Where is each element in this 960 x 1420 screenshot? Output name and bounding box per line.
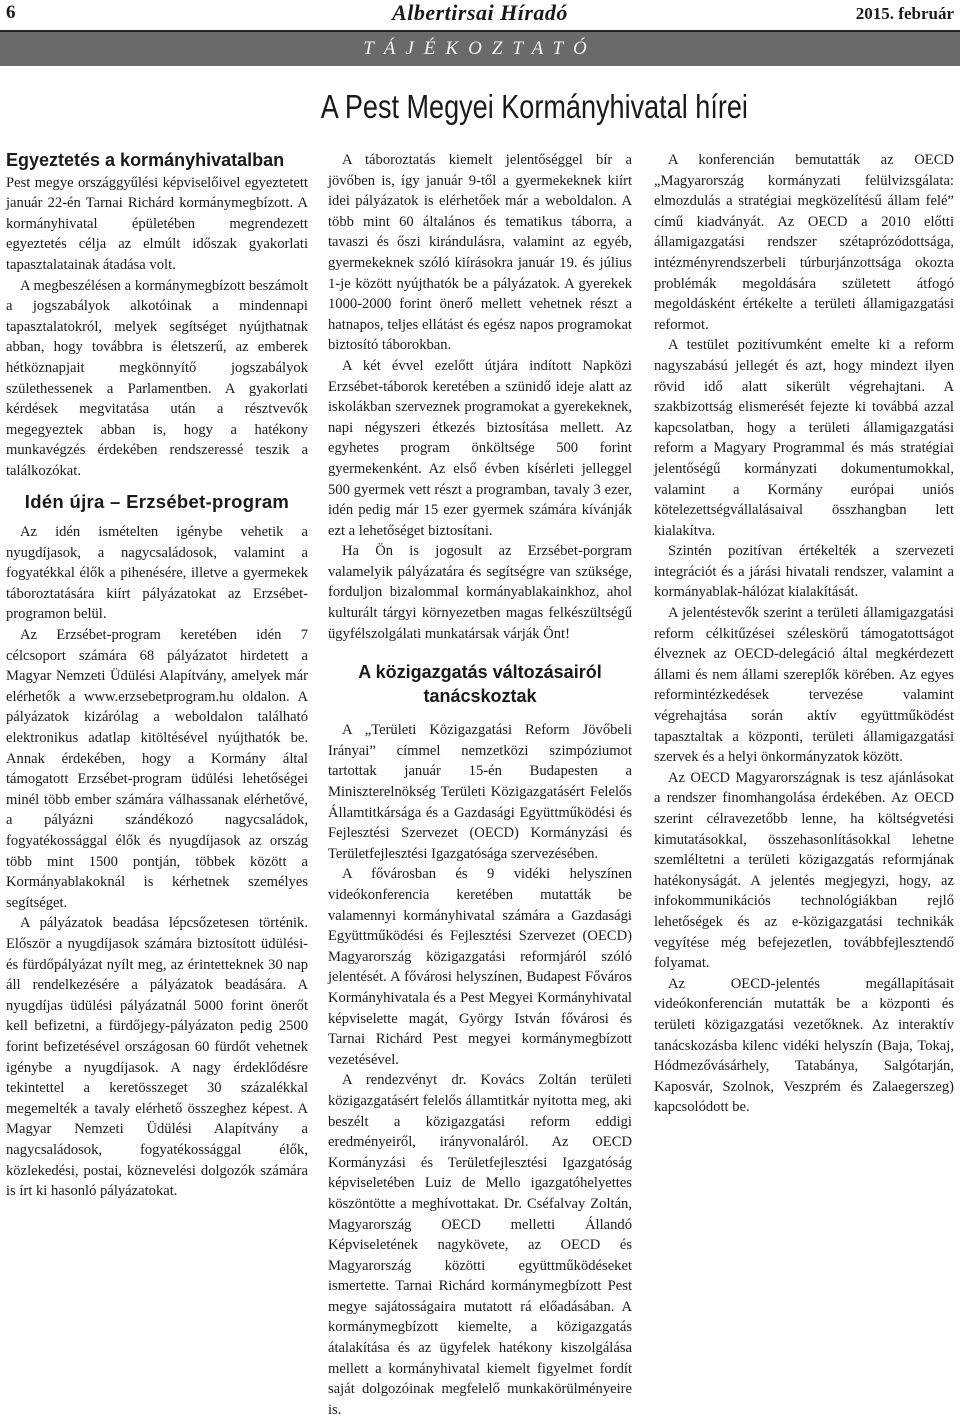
column-1 bbox=[6, 150, 308, 1202]
column-2 bbox=[328, 150, 632, 1420]
column-3 bbox=[654, 150, 954, 1118]
paragraph: A két évvel ezelőtt útjára indított Napközi Erzsébet-táborok keretében a szünidő ideje alatt az iskolákban szerveznek programokat a gyerekeknek, napi négyszeri étkezés biztosítása mellett. Az egyhetes program önköltsége 500 forint gyermekenként. Az első évben kísérleti jelleggel 500 gyermek vett részt a programban, tavaly 3 ezer, idén pedig már 15 ezer gyermek számára kívánják ezt a lehetőséget biztosítani. bbox=[328, 357, 632, 539]
newspaper-title: Albertirsai Híradó bbox=[392, 0, 568, 25]
paragraph: A konferencián bemutatták az OECD „Magyarország kormányzati felülvizsgálata: elmozdulás a stratégiai megközelítésű állam felé” című kiadványát. Az OECD a 2010 előtti államigazgatási rendszer szétaprózódottsága, intézményrendszerbeli túrburjánzottsága okozta problémák megoldására született átfogó megoldásként értékelte a területi államigazgatási reformot. bbox=[654, 152, 954, 333]
page-number: 6 bbox=[6, 2, 16, 23]
article-title-erzsebet: Idén újra – Erzsébet-program bbox=[24, 490, 290, 512]
paragraph: Az idén ismételten igénybe vehetik a nyugdíjasok, a nagycsaládosok, valamint a fogyatékkal élők a pihenésére, illetve a gyermekek táboroztatására kiírt pályázatokat az Erzsébet-programon belül. bbox=[6, 524, 308, 623]
page-headline-wrap bbox=[0, 88, 960, 134]
paragraph: Az OECD Magyarországnak is tesz ajánlásokat a rendszer finomhangolása érdekében. Az OECD szerint célravezetőbb lenne, ha költségvetési kimutatásokkal, összehasonlításokkal lehetne szemléltetni a területi közigazgatás reformjának hatékonyságát. A jelentés megjegyzi, hogy, az infokommunikációs technológiákban rejlő lehetőségek és az e-közigazgatási technikák vegyítése még befejezetlen, továbbfejlesztendő folyamat. bbox=[654, 769, 954, 972]
article-title-egyeztetes: Egyeztetés a kormányhivatalban bbox=[6, 150, 285, 170]
section-band: TÁJÉKOZTATÓ bbox=[0, 32, 960, 66]
paragraph: A rendezvényt dr. Kovács Zoltán területi közigazgatásért felelős államtitkár nyitotta meg, aki beszélt a közigazgatási reform eddigi eredményeiről, irányvonaláról. Az OECD Kormányzási és Területfejlesztési Igazgatóság képviseletében Luiz de Mello igazgatóhelyettes köszöntötte a meghívottakat. Dr. Cséfalvay Zoltán, Magyarország OECD melletti Állandó Képviseletének nagykövete, az OECD és Magyarország közötti együttműködéseket ismertette. Tarnai Richárd kormánymegbízott Pest megye sajátosságaira mutatott rá előadásában. A kormánymegbízott kiemelte, a közigazgatás átalakítása és az ügyfelek hatékony kiszolgálása mellett a kormányhivatal kiemelt figyelmet fordít saját dolgozóinak megfelelő munkakörülményeire is. bbox=[328, 1072, 632, 1418]
paragraph: Az OECD-jelentés megállapításait videókonferencián mutatták be a központi és területi közigazgatási vezetőknek. Az interaktív tanácskozásba kilenc vidéki helyszín (Baja, Tokaj, Hódmezővásárhely, Tatabánya, Salgótarján, Kaposvár, Szolnok, Veszprém és Zalaegerszeg) kapcsolódott be. bbox=[654, 975, 954, 1116]
paragraph: A pályázatok beadása lépcsőzetesen történik. Először a nyugdíjasok számára biztosított üdülési- és fürdőpályázat nyílt meg, az érintetteknek 30 nap áll rendelkezésére a pályázatok beadására. A nyugdíjas üdülési pályázatnál 5000 forint önerőt kell befizetni, a fürdőjegy-pályázaton pedig 2500 forint befizetésével országosan 60 fürdőt vehetnek igénybe a nyugdíjasok. A nagy érdeklődésre tekintettel a keretösszeget 30 százalékkal megemelték a tavaly elérhető összeghez képest. A Magyar Nemzeti Üdülési Alapítvány a nagycsaládosok, fogyatékossággal élők, közlekedési, postai, köznevelési dolgozók számára is írt ki hasonló pályázatokat. bbox=[6, 915, 308, 1200]
paragraph: A fővárosban és 9 vidéki helyszínen videókonferencia keretében mutatták be valamennyi kormányhivatal számára a Gazdasági Együttműködési és Fejlesztési Szervezet (OECD) Magyarország közigazgatási reformjáról szóló jelentését. A fővárosi helyszínen, Budapest Főváros Kormányhivatala és a Pest Megyei Kormányhivatal képviselette magát, György István fővárosi és Tarnai Richárd Pest megyei kormánymegbízott vezetésével. bbox=[328, 866, 632, 1068]
paragraph: A jelentéstevők szerint a területi államigazgatási reform célkitűzései széleskörű támogatottságot élveznek az OECD-delegáció által megkérdezett állami és nem állami szereplők körében. Az egyes reformintézkedések tervezése valamint végrehajtása során aktív együttműködést tapasztaltak a központi, területi államigazgatási szervek és a helyi önkormányzatok között. bbox=[654, 605, 954, 766]
paragraph: A testület pozitívumként emelte ki a reform nagyszabású jellegét és azt, hogy mindezt ilyen rövid idő alatt sikerült végrehajtani. A szakbizottság elismerését fejezte ki továbbá azzal kapcsolatban, hogy a területi államigazgatási reform a Magyary Programmal és más stratégiai jelentőségű kormányzati dokumentumokkal, valamint a Kormány európai uniós kötelezettségvállalásaival összhangban lett kialakítva. bbox=[654, 337, 954, 539]
page-headline: A Pest Megyei Kormányhivatal hírei bbox=[320, 88, 748, 125]
paragraph: A táboroztatás kiemelt jelentőséggel bír a jövőben is, így január 9-től a gyermekeknek kiírt idei pályázatok is elérhetőek már a weboldalon. A több mint 60 általános és tematikus táborra, a tavaszi és őszi kirándulásra, valamint az egyéb, gyermekeknek szóló kiírásokra január 19. és július 1-je között nyújthatók be a pályázatok. A gyerekek 1000-2000 forint önerő mellett vehetnek részt a hatnapos, teljes ellátást és egész napos programokat biztosító táborokban. bbox=[328, 152, 632, 354]
paragraph: Szintén pozitívan értékelték a szervezeti integrációt és a járási hivatali rendszer, valamint a kormányablak-hálózat kialakítását. bbox=[654, 543, 954, 601]
paragraph: A megbeszélésen a kormánymegbízott beszámolt a jogszabályok alkotóinak a mindennapi tapasztalatokról, melyek segítséget nyújthatnak abban, hogy továbbra is életszerű, az emberek hétköznapjait megkönnyítő jogszabályok születhessenek a Parlamentben. A gyakorlati kérdések megvitatása után a résztvevők megegyeztek abban is, hogy a hatékony munkavégzés érdekében rendszeressé teszik a találkozókat. bbox=[6, 277, 308, 479]
masthead bbox=[0, 0, 960, 32]
article-title-kozigazgatas: A közigazgatás változásairól tanácskoztak bbox=[358, 662, 602, 707]
paragraph: A „Területi Közigazgatási Reform Jövőbeli Irányai” címmel nemzetközi szimpóziumot tartottak január 15-én Budapesten a Miniszterelnökség Területi Közigazgatásért Felelős Államtitkársága és a Gazdasági Együttműködési és Fejlesztési Szervezet (OECD) Kormányzási és Területfejlesztési Igazgatósága szervezésében. bbox=[328, 722, 632, 862]
paragraph: Ha Ön is jogosult az Erzsébet-porgram valamelyik pályázatára és segítségre van szüksége, forduljon bizalommal kormányablakainkhoz, ahol kulturált tárgyi környezetben magas felkészültségű ügyfélszolgálati munkatársak várják Önt! bbox=[328, 543, 632, 642]
paragraph: Az Erzsébet-program keretében idén 7 célcsoport számára 68 pályázatot hirdetett a Magyar Nemzeti Üdülési Alapítvány, amelyek már elérhetők a www.erzsebetprogram.hu oldalon. A pályázatok kizárólag a weboldalon található elektronikus adatlap kitöltésével nyújthatók be. Annak érdekében, hogy a Kormány által támogatott Erzsébet-program üdülési lehetőségei minél több ember számára válhassanak elérhetővé, a pályázni szándékozó nagycsaládok, fogyatékossággal élők és nyugdíjasok az ország több mint 1500 pontján, többek között a Kormányablakoknál is kérhetnek személyes segítséget. bbox=[6, 627, 308, 911]
issue-date: 2015. február bbox=[855, 4, 954, 23]
paragraph: Pest megye országgyűlési képviselőivel egyeztetett január 22-én Tarnai Richárd kormánymegbízott. A kormányhivatal épületében megrendezett egyeztetés célja az elmúlt időszak gyakorlati tapasztalatainak átadása volt. bbox=[6, 174, 308, 273]
